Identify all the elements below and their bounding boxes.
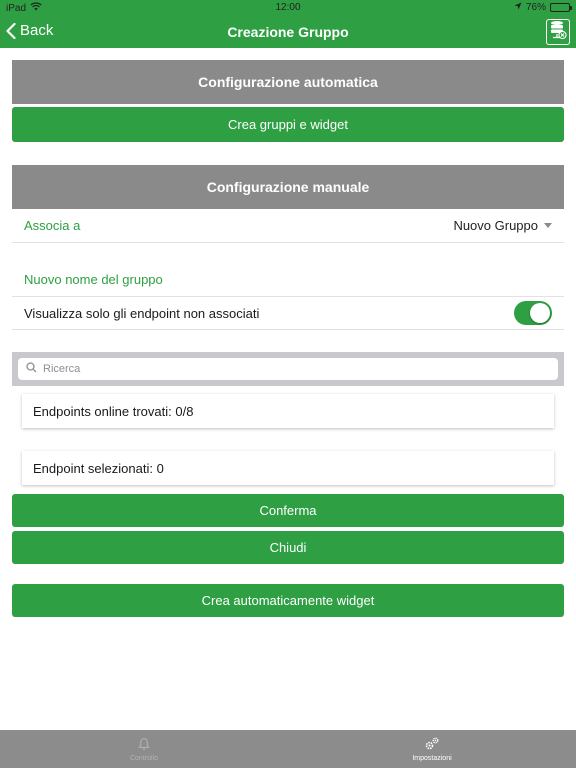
location-arrow-icon [514,2,522,13]
tab-label: Impostazioni [412,754,452,762]
group-name-placeholder: Nuovo nome del gruppo [24,272,163,287]
tab-controllo[interactable] [0,730,288,768]
associate-label: Associa a [24,218,81,233]
endpoints-found-card [22,394,554,428]
page-title: Creazione Gruppo [227,24,349,40]
auto-config-header: Configurazione automatica [12,60,564,104]
battery-percent: 76% [525,2,546,13]
search-bar [12,352,564,386]
chevron-down-icon [544,223,552,228]
gears-icon [424,737,440,753]
database-settings-icon [549,20,567,45]
search-icon [26,362,37,376]
close-button[interactable]: Chiudi [12,531,564,564]
bell-icon [137,737,151,753]
associate-select[interactable] [453,218,552,233]
status-bar [0,0,576,16]
device-label: iPad [6,2,27,14]
associate-value: Nuovo Gruppo [453,218,538,233]
group-name-field[interactable] [12,263,564,297]
endpoints-selected-card [22,451,554,485]
status-time: 12:00 [275,2,301,13]
auto-create-widget-button[interactable]: Crea automaticamente widget [12,584,564,617]
toggle-knob [530,303,550,323]
endpoints-found-text: Endpoints online trovati: 0/8 [33,403,194,419]
unassociated-only-label: Visualizza solo gli endpoint non associati [24,305,260,321]
database-settings-button[interactable] [546,19,570,45]
tab-bar [0,730,576,768]
unassociated-only-row [12,297,564,330]
manual-config-header: Configurazione manuale [12,165,564,209]
back-label: Back [20,22,54,39]
confirm-button[interactable]: Conferma [12,494,564,527]
search-placeholder: Ricerca [43,363,81,375]
tab-impostazioni[interactable] [288,730,576,768]
unassociated-only-toggle[interactable] [514,301,552,325]
navigation-bar [0,16,576,48]
search-input[interactable] [18,358,558,380]
battery-icon [550,3,570,12]
create-groups-widgets-button[interactable]: Crea gruppi e widget [12,107,564,142]
status-right [514,2,570,13]
associate-row[interactable] [12,209,564,243]
endpoints-selected-text: Endpoint selezionati: 0 [33,460,164,476]
tab-label: Controllo [129,754,158,762]
